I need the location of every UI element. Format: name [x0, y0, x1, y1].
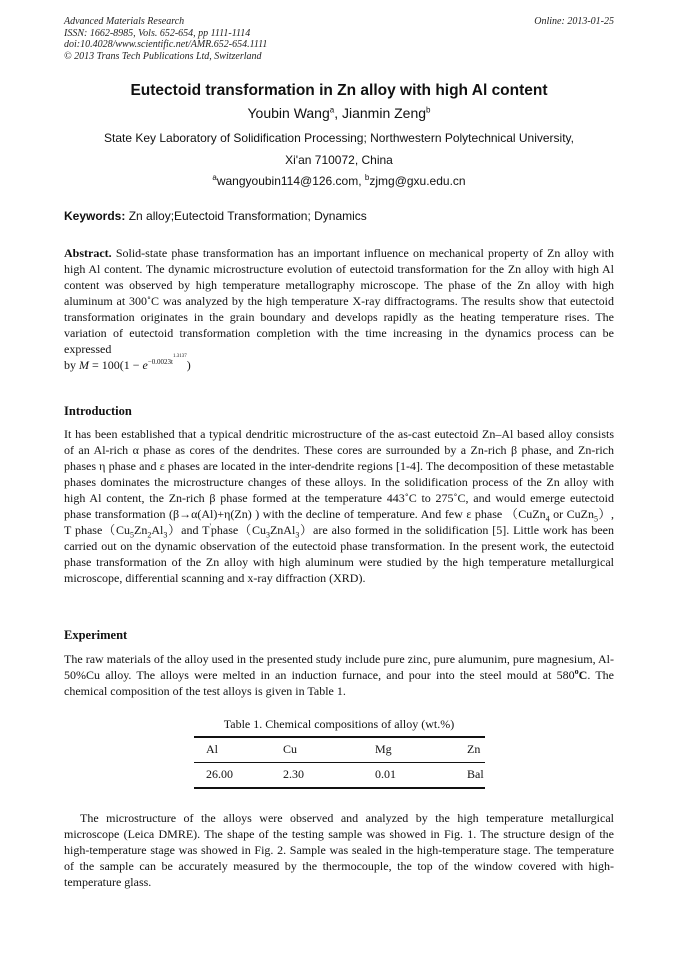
author-name: Youbin Wang — [247, 105, 330, 121]
paper-title: Eutectoid transformation in Zn alloy with high Al content — [130, 82, 548, 99]
table-header-cell: Al — [206, 742, 218, 756]
abstract — [64, 245, 614, 373]
text-run: It has been established that a typical dendritic microstructure of the as-cast eutectoid Zn–Al based alloy consists of an Al-rich α phase as cores of the dendrites. These cores are surrounded by a Zn-rich β phase, and Zn-rich phases η phase and ε phases are located in the inter-dendrite regions [1-4]. The decomposition of these metastable phases dominates the microstructure changes of these alloys. In the solidification process of the Zn alloy with high Al content, the Zn-rich β phase formed at the temperature 443˚C to 275˚C, and would emerge eutectoid phase transformation (β→α(Al)+η(Zn) ) with the decline of temperature. And few ε phase （CuZn — [64, 427, 614, 521]
email-superscript: b — [364, 173, 370, 182]
superscript: ' — [209, 522, 211, 531]
affiliation-line: State Key Laboratory of Solidification Processing; Northwestern Polytechnical University, — [104, 131, 574, 145]
text-run: or CuZn — [549, 507, 594, 521]
author-separator: , — [334, 105, 342, 121]
equation-exponent: −0.0023t — [147, 358, 174, 366]
text-run: Al — [151, 523, 164, 537]
subscript: 3 — [163, 530, 168, 540]
table-header-cell: Mg — [375, 742, 392, 756]
subscript: 3 — [265, 530, 270, 540]
equation-symbol: e — [142, 358, 148, 372]
table-header-row — [194, 737, 485, 763]
table-header-cell: Cu — [283, 742, 298, 756]
table-header-cell: Zn — [467, 742, 481, 756]
keywords-text: Zn alloy;Eutectoid Transformation; Dynamics — [125, 209, 367, 223]
abstract-text: Solid-state phase transformation has an important influence on mechanical property of Zn alloy with high Al content. The dynamic microstructure evolution of eutectoid transformation for the Zn alloy with high Al content was observed by high temperature metallography microscope. The phase of the Zn alloy with high aluminum at 300˚C was analyzed by the high temperature X-ray diffractograms. The results show that eutectoid transformation originates in the grain boundary and develops rapidly as the heating temperature rises. The variation of eutectoid transformation completion with the time increasing in the dynamics process can be expressed — [64, 246, 614, 356]
author-emails — [64, 174, 614, 188]
online-date: Online: 2013-01-25 — [534, 16, 614, 27]
table-row — [194, 763, 485, 789]
running-header — [64, 16, 614, 62]
keywords — [64, 209, 614, 223]
affiliation-line: Xi'an 710072, China — [285, 153, 393, 167]
equation-prefix: by — [64, 358, 79, 372]
subscript: 5 — [593, 514, 598, 524]
subscript: 3 — [295, 530, 300, 540]
degree-superscript: o — [574, 667, 579, 676]
composition-table — [194, 736, 485, 789]
equation-body: = 100(1 − — [89, 358, 143, 372]
author-name: Jianmin Zeng — [341, 105, 427, 121]
table-cell: 26.00 — [206, 767, 233, 781]
text-run: The raw materials of the alloy used in the presented study include pure zinc, pure alumunim, pure magnesium, Al-50%Cu alloy. The alloys were melted in an induction furnace, and pour into the steel mould at 580 — [64, 652, 614, 682]
section-heading: Experiment — [64, 628, 128, 642]
table-cell: 0.01 — [375, 767, 396, 781]
text-run: ）and T — [167, 523, 210, 537]
copyright-line: © 2013 Trans Tech Publications Ltd, Switzerland — [64, 50, 262, 62]
subscript: 2 — [147, 530, 152, 540]
text-run: ）, T phase（Cu — [64, 507, 614, 537]
intro-paragraph — [64, 426, 614, 586]
text-run: ）are also formed in the solidification [5]. Little work has been carried out on the dynamic observation of the eutectoid phase transformation. In the present work, the eutectoid phase transformation of the Zn alloy with high aluminum were studied by the high temperature metallurgical microscope, differential scanning and x-ray diffraction (XRD). — [64, 523, 614, 585]
subscript: 4 — [545, 514, 550, 524]
email-link[interactable]: zjmg@gxu.edu.cn — [369, 174, 466, 188]
author-superscript: b — [426, 105, 431, 115]
equation-symbol: M — [79, 358, 89, 372]
text-run: phase（Cu — [210, 523, 266, 537]
unit-text: C — [578, 668, 588, 682]
journal-name: Advanced Materials Research — [64, 16, 185, 27]
issn-line: ISSN: 1662-8985, Vols. 652-654, pp 1111-1114 — [64, 27, 251, 39]
author-superscript: a — [329, 105, 335, 115]
text-run: Zn — [134, 523, 148, 537]
abstract-label: Abstract. — [64, 246, 112, 260]
table-caption: Table 1. Chemical compositions of alloy (wt.%) — [223, 717, 455, 731]
doi-line: doi:10.4028/www.scientific.net/AMR.652-654.1111 — [64, 39, 268, 50]
keywords-label: Keywords: — [64, 209, 126, 223]
text-run: . The chemical composition of the test alloys is given in Table 1. — [64, 668, 614, 698]
table-cell: 2.30 — [283, 767, 304, 781]
author-list — [64, 105, 614, 121]
subscript: 5 — [130, 530, 135, 540]
equation-exponent: 1.3137 — [173, 354, 187, 359]
email-superscript: a — [212, 173, 217, 182]
section-heading: Introduction — [64, 404, 132, 418]
text-run: ZnAl — [269, 523, 296, 537]
email-link[interactable]: wangyoubin114@126.com, — [216, 174, 365, 188]
table-cell: Bal — [467, 767, 484, 781]
experiment-paragraph — [64, 651, 614, 699]
equation-body: ) — [186, 358, 191, 372]
experiment-paragraph: The microstructure of the alloys were observed and analyzed by the high temperature metallurgical microscope (Leica DMRE). The shape of the testing sample was showed in Fig. 1. The structure design of the high-temperature stage was showed in Fig. 2. Sample was sealed in the high-temperature stage. The temperature of the sample can be accurately measured by the thermocouple, the top of the window covered with high-temperature glass. — [64, 811, 614, 889]
